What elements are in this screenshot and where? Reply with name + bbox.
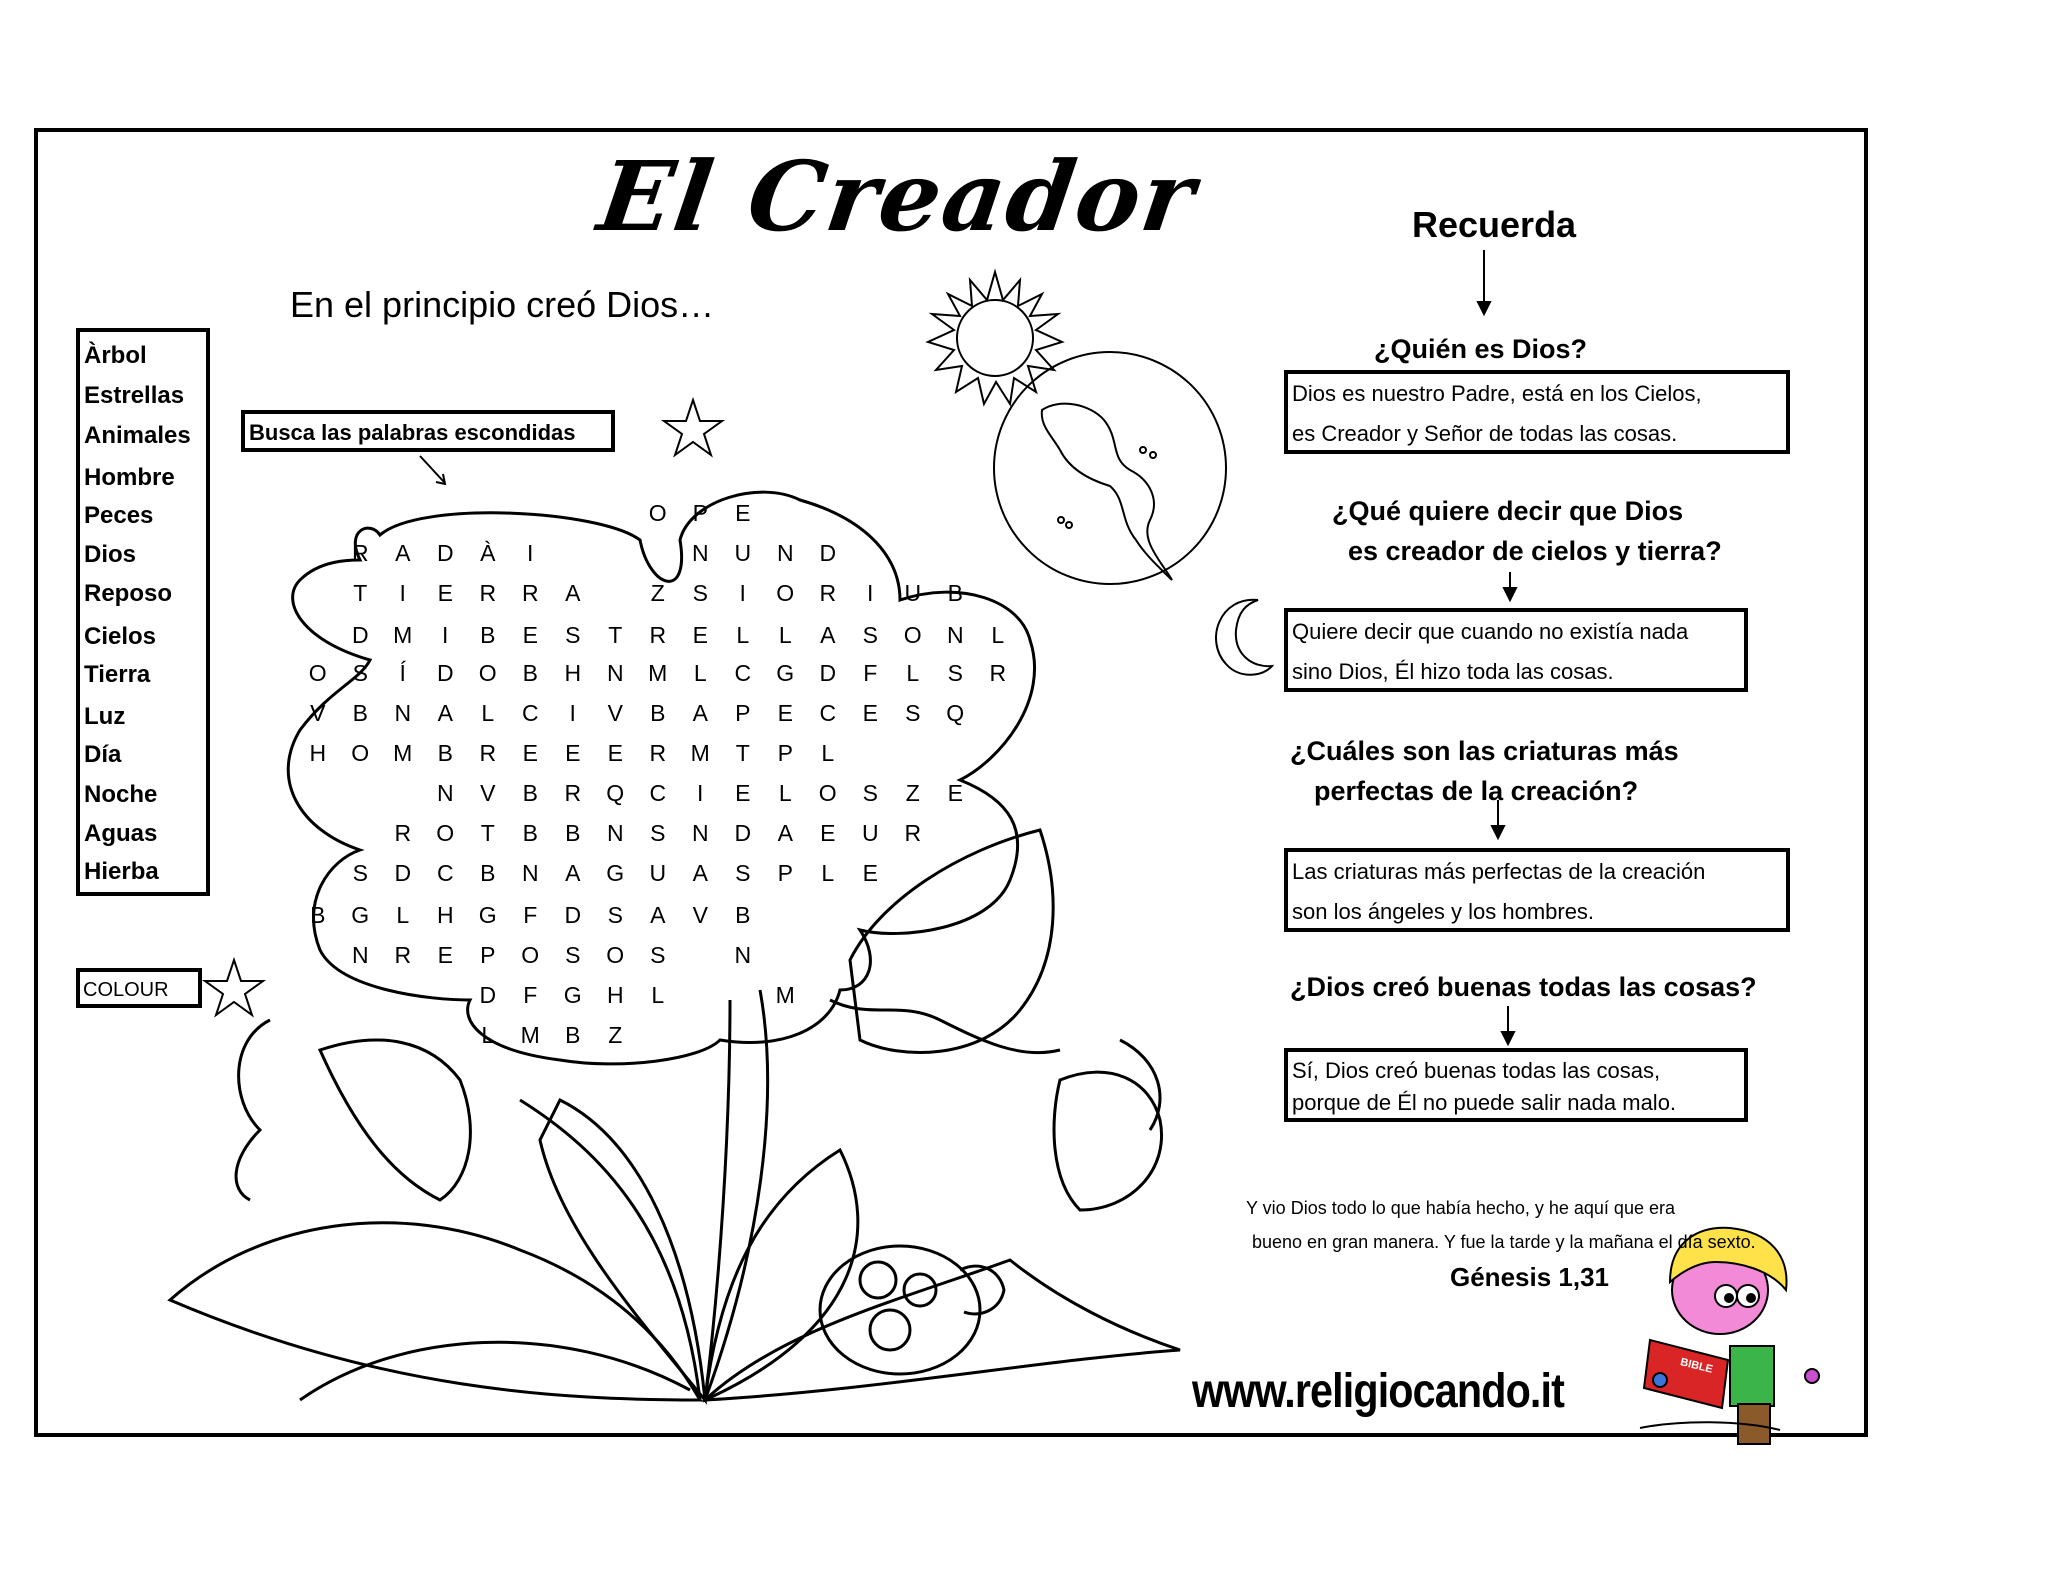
grid-letter: I xyxy=(442,622,449,648)
flower-outline xyxy=(288,492,1034,1064)
grid-letter: R xyxy=(649,622,667,648)
question-heading: ¿Cuáles son las criaturas más xyxy=(1290,736,1679,766)
grid-letter: O xyxy=(776,580,795,606)
grid-letter: V xyxy=(310,700,326,726)
grid-letter: D xyxy=(819,540,837,566)
grid-letter: G xyxy=(478,902,497,928)
grid-letter: N xyxy=(436,780,454,806)
grid-letter: G xyxy=(606,860,625,886)
grid-letter: G xyxy=(351,902,370,928)
grid-letter: U xyxy=(904,580,922,606)
grid-letter: R xyxy=(564,780,582,806)
grid-letter: S xyxy=(862,780,878,806)
grid-letter: Z xyxy=(905,780,920,806)
grid-letter: F xyxy=(523,902,538,928)
grid-letter: N xyxy=(691,820,709,846)
grid-letter: A xyxy=(777,820,793,846)
grid-letter: D xyxy=(351,622,369,648)
grid-letter: B xyxy=(522,820,538,846)
grid-letter: O xyxy=(903,622,922,648)
grid-letter: B xyxy=(522,660,538,686)
grid-letter: T xyxy=(353,580,368,606)
grid-letter: E xyxy=(947,780,963,806)
grid-letter: I xyxy=(739,580,746,606)
grid-letter: S xyxy=(565,622,581,648)
grid-letter: O xyxy=(521,942,540,968)
grid-letter: P xyxy=(777,740,793,766)
grid-letter: L xyxy=(481,700,495,726)
list-item: Hombre xyxy=(84,464,175,491)
grid-letter: U xyxy=(734,540,752,566)
grid-letter: Q xyxy=(606,780,625,806)
grid-letter: B xyxy=(947,580,963,606)
grid-letter: C xyxy=(819,700,837,726)
grid-letter: A xyxy=(692,700,708,726)
grid-letter: R xyxy=(989,660,1007,686)
instruction-box: Busca las palabras escondidas xyxy=(241,410,615,452)
grid-letter: E xyxy=(437,942,453,968)
grid-letter: B xyxy=(735,902,751,928)
grid-letter: D xyxy=(436,540,454,566)
list-item: Aguas xyxy=(84,820,158,847)
grid-letter: H xyxy=(564,660,582,686)
answer-box xyxy=(1284,1048,1748,1122)
grid-letter: M xyxy=(690,740,710,766)
grid-letter: N xyxy=(734,942,752,968)
grid-letter: D xyxy=(436,660,454,686)
grid-letter: A xyxy=(650,902,666,928)
grid-letter: R xyxy=(394,820,412,846)
grid-letter: D xyxy=(564,902,582,928)
grid-letter: I xyxy=(569,700,576,726)
grid-letter: V xyxy=(480,780,496,806)
grid-letter: S xyxy=(650,942,666,968)
grid-letter: A xyxy=(565,580,581,606)
grid-letter: E xyxy=(565,740,581,766)
list-item: Luz xyxy=(84,703,126,730)
recuerda-heading: Recuerda xyxy=(1412,204,1577,245)
grid-letter: B xyxy=(565,820,581,846)
word-list-box xyxy=(76,328,210,896)
list-item: Cielos xyxy=(84,623,157,650)
grid-letter: A xyxy=(395,540,411,566)
grid-letter: P xyxy=(735,700,751,726)
grid-letter: R xyxy=(351,540,369,566)
grid-letter: S xyxy=(735,860,751,886)
grid-letter: N xyxy=(946,622,964,648)
grid-letter: L xyxy=(693,660,707,686)
grid-letter: R xyxy=(394,942,412,968)
grid-letter: N xyxy=(351,942,369,968)
grid-letter: R xyxy=(649,740,667,766)
grid-letter: C xyxy=(521,700,539,726)
question-heading: es creador de cielos y tierra? xyxy=(1348,536,1722,566)
grid-letter: H xyxy=(309,740,327,766)
star-icon xyxy=(664,400,722,455)
grid-letter: R xyxy=(819,580,837,606)
grid-letter: G xyxy=(776,660,795,686)
grid-letter: S xyxy=(352,860,368,886)
grid-letter: N xyxy=(691,540,709,566)
grid-letter: D xyxy=(819,660,837,686)
grid-letter: F xyxy=(863,660,878,686)
grid-letter: S xyxy=(352,660,368,686)
sun-icon xyxy=(928,272,1062,404)
grid-letter: L xyxy=(821,860,835,886)
grid-letter: S xyxy=(905,700,921,726)
verse-citation: Génesis 1,31 xyxy=(1450,1262,1609,1292)
grid-letter: D xyxy=(734,820,752,846)
grid-letter: T xyxy=(608,622,623,648)
grid-letter: N xyxy=(606,820,624,846)
list-item: Tierra xyxy=(84,661,151,688)
grid-letter: L xyxy=(396,902,410,928)
grid-letter: M xyxy=(520,1022,540,1048)
grid-letter: S xyxy=(692,580,708,606)
grid-letter: O xyxy=(436,820,455,846)
grid-letter: C xyxy=(734,660,752,686)
grid-letter: I xyxy=(527,540,534,566)
grid-letter: O xyxy=(351,740,370,766)
grid-letter: U xyxy=(861,820,879,846)
ladybug-drawing xyxy=(820,1246,1004,1374)
grid-letter: P xyxy=(777,860,793,886)
book-label: BIBLE xyxy=(1679,1356,1714,1376)
grid-letter: Z xyxy=(608,1022,623,1048)
moon-icon xyxy=(1216,600,1272,675)
answer-line: sino Dios, Él hizo toda las cosas. xyxy=(1292,659,1614,684)
grid-letter: C xyxy=(649,780,667,806)
question-heading: ¿Dios creó buenas todas las cosas? xyxy=(1290,972,1757,1002)
arrow-icon xyxy=(420,456,445,484)
grid-letter: M xyxy=(393,622,413,648)
grid-letter: N xyxy=(606,660,624,686)
grid-letter: V xyxy=(692,902,708,928)
answer-line: Sí, Dios creó buenas todas las cosas, xyxy=(1292,1058,1661,1083)
grid-letter: E xyxy=(777,700,793,726)
website-link[interactable]: www.religiocando.it xyxy=(1192,1365,1565,1418)
grid-letter: B xyxy=(650,700,666,726)
grid-letter: A xyxy=(565,860,581,886)
grid-letter: B xyxy=(480,622,496,648)
grid-letter: D xyxy=(479,982,497,1008)
grid-letter: E xyxy=(820,820,836,846)
grid-letter: N xyxy=(776,540,794,566)
grid-letter: A xyxy=(692,860,708,886)
grid-letter: E xyxy=(522,740,538,766)
answer-line: porque de Él no puede salir nada malo. xyxy=(1292,1090,1677,1115)
grid-letter: E xyxy=(862,700,878,726)
star-icon xyxy=(205,960,263,1015)
grid-letter: O xyxy=(308,660,327,686)
grid-letter: Í xyxy=(399,660,406,686)
colour-label: COLOUR xyxy=(76,968,202,1008)
grid-letter: A xyxy=(820,622,836,648)
grid-letter: S xyxy=(607,902,623,928)
grid-letter: B xyxy=(565,1022,581,1048)
grid-letter: L xyxy=(481,1022,495,1048)
bible-verse-line: Y vio Dios todo lo que había hecho, y he aquí que era xyxy=(1246,1198,1675,1218)
bible-verse-line: bueno en gran manera. Y fue la tarde y la mañana el día sexto. xyxy=(1252,1232,1756,1252)
answer-box xyxy=(1284,848,1790,932)
question-heading: ¿Qué quiere decir que Dios xyxy=(1332,496,1684,526)
grid-letter: B xyxy=(352,700,368,726)
grid-letter: I xyxy=(697,780,704,806)
grid-letter: M xyxy=(648,660,668,686)
grid-letter: I xyxy=(399,580,406,606)
grid-letter: H xyxy=(606,982,624,1008)
grid-letter: C xyxy=(436,860,454,886)
grid-letter: B xyxy=(437,740,453,766)
grid-letter: B xyxy=(310,902,326,928)
list-item: Estrellas xyxy=(84,382,185,409)
page-title: El Creador xyxy=(592,140,1204,253)
grid-letter: L xyxy=(651,982,665,1008)
answer-line: Quiere decir que cuando no existía nada xyxy=(1292,619,1689,644)
grid-letter: Z xyxy=(650,580,665,606)
grid-letter: R xyxy=(904,820,922,846)
grid-letter: E xyxy=(607,740,623,766)
grid-letter: T xyxy=(735,740,750,766)
grid-letter: O xyxy=(648,500,667,526)
grid-letter: T xyxy=(480,820,495,846)
grid-letter: N xyxy=(394,700,412,726)
list-item: Reposo xyxy=(84,580,173,607)
grid-letter: O xyxy=(818,780,837,806)
grid-letter: À xyxy=(480,540,496,566)
boy-reading-illustration xyxy=(1640,1228,1819,1444)
list-item: Noche xyxy=(84,781,158,808)
list-item: Àrbol xyxy=(84,342,147,369)
grid-letter: A xyxy=(437,700,453,726)
answer-line: Dios es nuestro Padre, está en los Cielos, xyxy=(1292,381,1702,406)
grid-letter: E xyxy=(862,860,878,886)
answer-box xyxy=(1284,608,1748,692)
grid-letter: F xyxy=(523,982,538,1008)
answer-line: Las criaturas más perfectas de la creación xyxy=(1292,859,1706,884)
grid-letter: L xyxy=(736,622,750,648)
answer-box xyxy=(1284,370,1790,454)
list-item: Hierba xyxy=(84,858,159,885)
grid-letter: R xyxy=(521,580,539,606)
grid-letter: L xyxy=(991,622,1005,648)
grid-letter: E xyxy=(735,500,751,526)
grid-letter: S xyxy=(862,622,878,648)
grid-letter: B xyxy=(480,860,496,886)
grid-letter: N xyxy=(521,860,539,886)
grid-letter: E xyxy=(522,622,538,648)
grid-letter: G xyxy=(563,982,582,1008)
grid-letter: E xyxy=(735,780,751,806)
page-subtitle: En el principio creó Dios… xyxy=(290,284,715,325)
grid-letter: Q xyxy=(946,700,965,726)
list-item: Animales xyxy=(84,422,191,449)
grid-letter: L xyxy=(906,660,920,686)
grid-letter: R xyxy=(479,580,497,606)
answer-line: son los ángeles y los hombres. xyxy=(1292,899,1595,924)
grid-letter: I xyxy=(867,580,874,606)
list-item: Peces xyxy=(84,502,154,529)
grid-letter: L xyxy=(778,622,792,648)
list-item: Día xyxy=(84,741,122,768)
grid-letter: R xyxy=(479,740,497,766)
grid-letter: O xyxy=(478,660,497,686)
grid-letter: B xyxy=(522,780,538,806)
grid-letter: L xyxy=(821,740,835,766)
grid-letter: S xyxy=(947,660,963,686)
grid-letter: D xyxy=(394,860,412,886)
grid-letter: L xyxy=(778,780,792,806)
question-heading: ¿Quién es Dios? xyxy=(1374,334,1588,364)
grid-letter: E xyxy=(692,622,708,648)
question-heading: perfectas de la creación? xyxy=(1314,776,1639,806)
answer-line: es Creador y Señor de todas las cosas. xyxy=(1292,421,1678,446)
grid-letter: V xyxy=(607,700,623,726)
grid-letter: P xyxy=(692,500,708,526)
grid-letter: S xyxy=(565,942,581,968)
grid-letter: O xyxy=(606,942,625,968)
list-item: Dios xyxy=(84,541,137,568)
grid-letter: U xyxy=(649,860,667,886)
grid-letter: M xyxy=(775,982,795,1008)
grid-letter: S xyxy=(650,820,666,846)
grid-letter: E xyxy=(437,580,453,606)
grid-letter: P xyxy=(480,942,496,968)
grid-letter: M xyxy=(393,740,413,766)
grid-letter: H xyxy=(436,902,454,928)
